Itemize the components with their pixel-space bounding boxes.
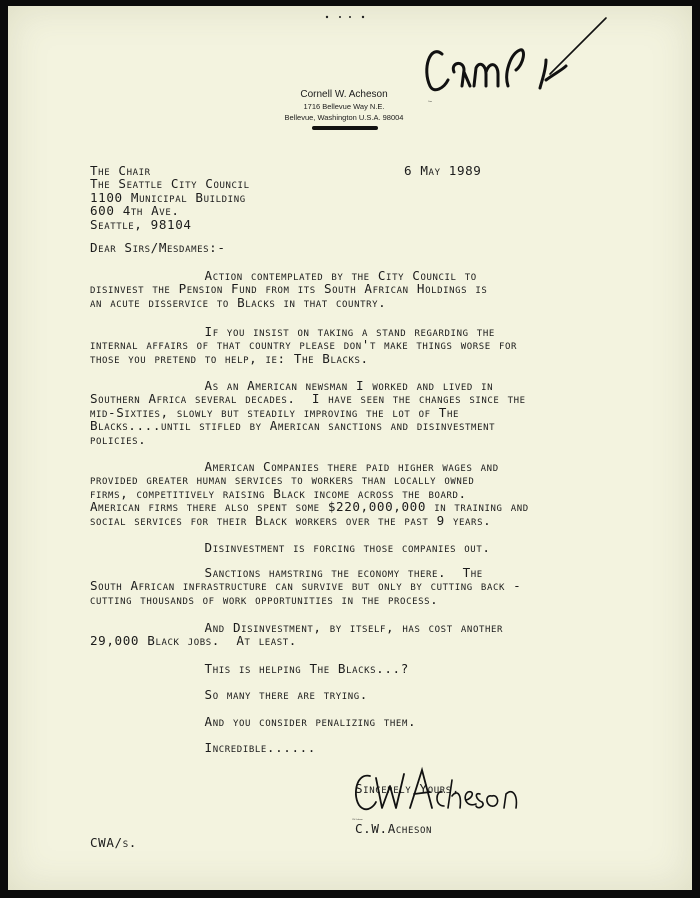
punch-marks	[322, 14, 372, 20]
paragraph-9: So many there are trying.	[90, 687, 368, 702]
signature-name: C.W.Acheson	[355, 821, 433, 836]
letterhead-city: Bellevue, Washington U.S.A. 98004	[284, 113, 404, 122]
letter-date: 6 May 1989	[404, 163, 482, 178]
letter-page	[8, 6, 692, 890]
paragraph-11: Incredible......	[90, 740, 316, 755]
paragraph-5: Disinvestment is forcing those companies out.	[90, 540, 491, 555]
handwritten-note	[420, 14, 610, 104]
paragraph-8: This is helping The Blacks...?	[90, 661, 409, 676]
letterhead-name: Cornell W. Acheson	[300, 89, 388, 100]
recipient-line: The Seattle City Council	[90, 176, 250, 192]
paragraph-4: American Companies there paid higher wages and provided greater human services to workers than locally owned firms, competitively raising Black income across the board. American firms there also spent some $220,000,000 in training and social services for their Black workers over the past 9 years.	[90, 459, 529, 528]
recipient-block	[90, 164, 250, 231]
salutation: Dear Sirs/Mesdames:-	[90, 240, 226, 255]
paragraph-1: Action contemplated by the City Council to disinvest the Pension Fund from its South African Holdings is an acute disservice to Blacks in that country.	[90, 268, 488, 310]
paragraph-7: And Disinvestment, by itself, has cost another 29,000 Black jobs. At least.	[90, 620, 504, 649]
closing: Sincerely Yours,	[355, 781, 460, 796]
handwritten-signature	[350, 762, 530, 822]
paragraph-3: As an American newsman I worked and lived in Southern Africa several decades. I have seen the changes since the mid-Sixties, slowly but steadily improving the lot of The Blacks....until stifled by American sanctions and disinvestment policies.	[90, 378, 526, 447]
letterhead	[260, 88, 428, 123]
paragraph-2: If you insist on taking a stand regarding the internal affairs of that country please don't make things worse for those you pretend to help, ie: The Blacks.	[90, 324, 518, 366]
letterhead-underline	[312, 126, 378, 130]
reference-initials: CWA/s.	[90, 835, 137, 850]
recipient-line: 600 4th Ave.	[90, 203, 180, 219]
letterhead-street: 1716 Bellevue Way N.E.	[303, 102, 385, 111]
paragraph-10: And you consider penalizing them.	[90, 714, 417, 729]
recipient-line: 1100 Municipal Building	[90, 189, 246, 205]
svg-text:Cam: Cam	[428, 101, 432, 103]
recipient-line: Seattle, 98104	[90, 216, 192, 232]
paragraph-6: Sanctions hamstring the economy there. The South African infrastructure can survive but only by cutting back - cutting thousands of work opportunities in the process.	[90, 565, 522, 607]
recipient-line: The Chair	[90, 163, 151, 178]
svg-text:CW Acheson: CW Acheson	[352, 819, 363, 821]
